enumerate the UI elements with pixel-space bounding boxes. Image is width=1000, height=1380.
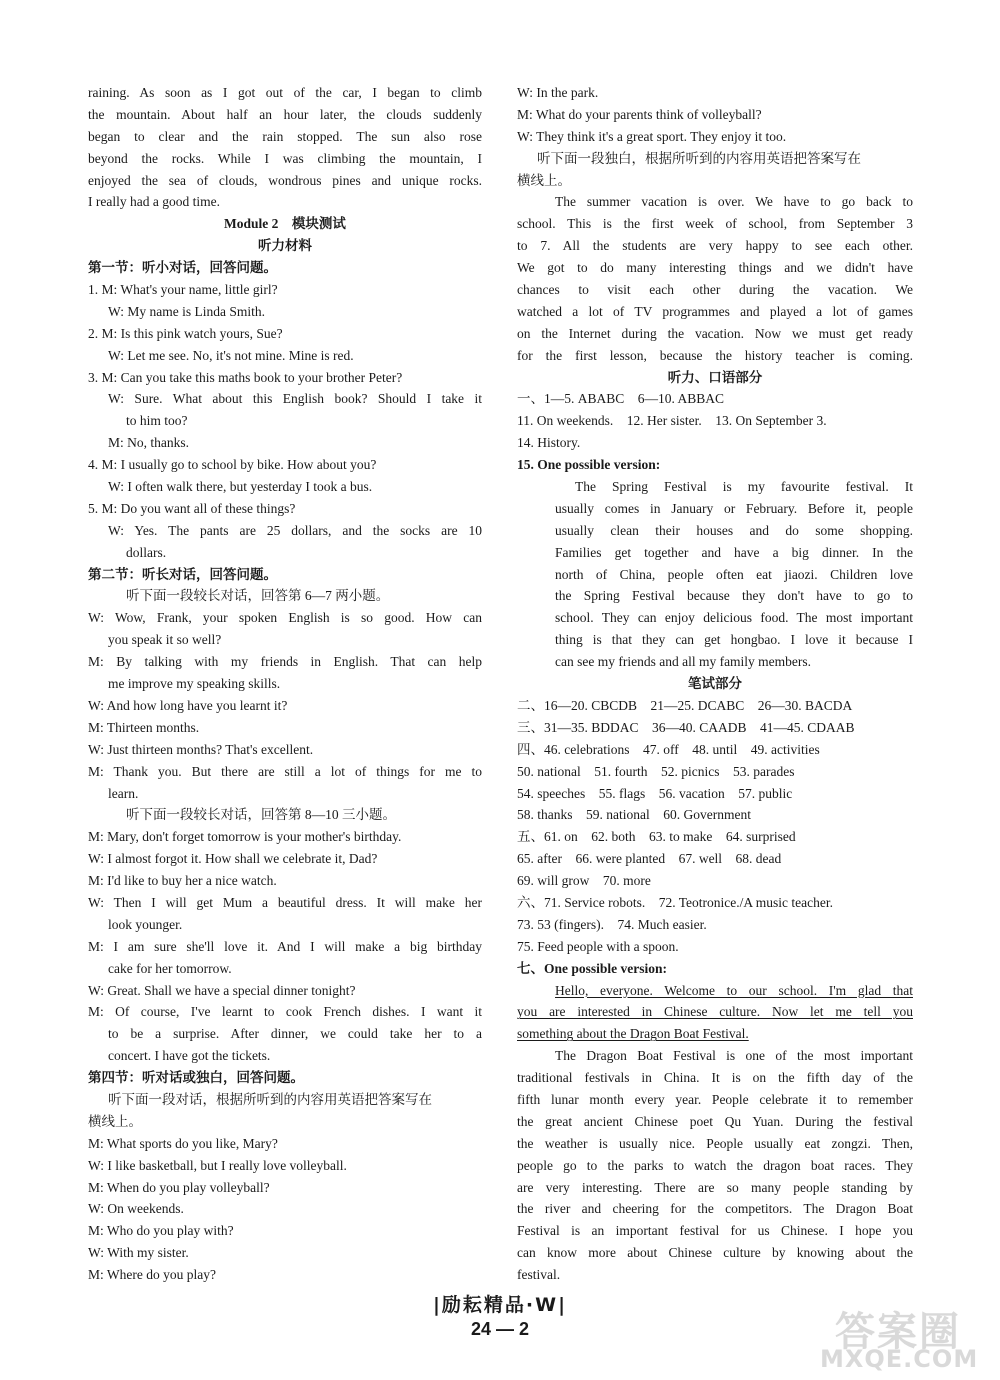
brand-logo: |励耘精品·W| xyxy=(432,1294,568,1316)
text-line: usually comes in January or February. Before it, people xyxy=(555,500,913,516)
watermark-logo-text: 答案圈 xyxy=(835,1309,961,1355)
text-line: 4. M: I usually go to school by bike. How about you? xyxy=(88,457,377,473)
text-line: M: When do you play volleyball? xyxy=(88,1179,270,1195)
text-line: W: They think it's a great sport. They enjoy it too. xyxy=(517,128,787,144)
text-line: watched a lot of TV programmes and played a lot of games xyxy=(517,303,913,319)
watermark-url: MXQE.COM xyxy=(820,1345,979,1373)
text-line: 一、1—5. ABABC 6—10. ABBAC xyxy=(517,391,725,407)
text-line: W: Let me see. No, it's not mine. Mine is red. xyxy=(108,347,354,363)
text-line: M: By talking with my friends in English. That can help xyxy=(88,654,482,670)
page-number: 24 — 2 xyxy=(470,1319,530,1339)
text-line: for the first lesson, because the history teacher is coming. xyxy=(517,347,913,363)
text-line: M: Where do you play? xyxy=(88,1267,216,1283)
text-line: M: What sports do you like, Mary? xyxy=(88,1135,278,1151)
text-line: M: No, thanks. xyxy=(108,435,189,451)
text-line: W: On weekends. xyxy=(88,1201,184,1217)
text-line: 2. M: Is this pink watch yours, Sue? xyxy=(88,325,283,341)
text-line: M: I'd like to buy her a nice watch. xyxy=(88,873,277,889)
text-line: usually clean their houses and do some shopping. xyxy=(555,522,913,538)
text-line: enjoyed the sea of clouds, wondrous pines and unique rocks. xyxy=(88,172,482,188)
text-line: you are interested in Chinese culture. Now let me tell you xyxy=(517,1004,913,1020)
text-line: W: Then I will get Mum a beautiful dress. It will make her xyxy=(88,894,482,910)
text-line: M: Of course, I've learnt to cook French dishes. I want it xyxy=(88,1004,482,1020)
text-line: Families get together and have a big dinner. In the xyxy=(555,544,913,560)
subsection-heading: 第四节：听对话或独白，回答问题。 xyxy=(88,1070,304,1086)
text-line: the Spring Festival because they don't have to go to xyxy=(555,588,913,604)
text-line: M: Mary, don't forget tomorrow is your mother's birthday. xyxy=(88,829,402,845)
page-footer xyxy=(420,1290,580,1340)
text-line: 六、71. Service robots. 72. Teotronice./A music teacher. xyxy=(517,894,833,910)
text-line: M: Thank you. But there are still a lot of things for me to xyxy=(88,763,482,779)
text-line: can know more about Chinese culture by knowing about the xyxy=(517,1245,913,1261)
text-line: me improve my speaking skills. xyxy=(108,676,281,692)
text-line: M: Thirteen months. xyxy=(88,719,200,735)
text-line: W: With my sister. xyxy=(88,1245,189,1261)
text-line: W: I often walk there, but yesterday I took a bus. xyxy=(108,479,373,495)
section-heading: 听力、口语部分 xyxy=(667,369,763,385)
text-line: I really had a good time. xyxy=(88,194,220,210)
text-line: the great ancient Chinese poet Qu Yuan. During the festival xyxy=(517,1113,913,1129)
text-line: M: What do your parents think of volleyball? xyxy=(517,106,762,122)
text-line: 听下面一段较长对话，回答第 6—7 两小题。 xyxy=(126,588,390,604)
text-line: learn. xyxy=(108,785,139,801)
text-line: traditional festivals in China. It is on the fifth day of the xyxy=(517,1070,913,1086)
text-line: W: Great. Shall we have a special dinner tonight? xyxy=(88,982,356,998)
subsection-heading: 第一节：听小对话，回答问题。 xyxy=(88,260,277,276)
text-line: look younger. xyxy=(108,916,183,932)
text-line: chances to visit each other during the vacation. We xyxy=(517,282,913,298)
text-line: 四、46. celebrations 47. off 48. until 49. activities xyxy=(517,741,820,757)
text-line: the mountain. About half an hour later, the clouds suddenly xyxy=(88,106,482,122)
text-line: 65. after 66. were planted 67. well 68. dead xyxy=(517,851,782,867)
text-line: The summer vacation is over. We have to go back to xyxy=(555,194,913,210)
text-line: 1. M: What's your name, little girl? xyxy=(88,282,278,298)
text-line: 横线上。 xyxy=(88,1113,142,1129)
text-line: 69. will grow 70. more xyxy=(517,873,651,889)
text-line: the river and cheering for the competitors. The Dragon Boat xyxy=(517,1201,913,1217)
text-line: We got to do many interesting things and we didn't have xyxy=(517,260,913,276)
text-line: Festival is an important festival for us Chinese. I hope you xyxy=(517,1223,913,1239)
text-line: 50. national 51. fourth 52. picnics 53. parades xyxy=(517,763,795,779)
section-heading: Module 2 模块测试 xyxy=(224,216,346,232)
text-line: M: I am sure she'll love it. And I will make a big birthday xyxy=(88,938,482,954)
text-line: to be a surprise. After dinner, we could take her to a xyxy=(108,1026,482,1042)
text-line: 58. thanks 59. national 60. Government xyxy=(517,807,751,823)
text-line: to 7. All the students are very happy to see each other. xyxy=(517,238,913,254)
text-line: can see my friends and all my family members. xyxy=(555,654,812,670)
text-line: 听下面一段较长对话，回答第 8—10 三小题。 xyxy=(126,807,396,823)
subsection-heading: 七、One possible version: xyxy=(517,960,668,976)
subsection-heading: 第二节：听长对话，回答问题。 xyxy=(88,566,277,582)
text-line: W: My name is Linda Smith. xyxy=(108,303,265,319)
text-line: 54. speeches 55. flags 56. vacation 57. public xyxy=(517,785,793,801)
text-line: 3. M: Can you take this maths book to your brother Peter? xyxy=(88,369,403,385)
section-heading: 笔试部分 xyxy=(688,676,742,692)
text-line: on the Internet during the vacation. Now we must get ready xyxy=(517,325,913,341)
left-column xyxy=(88,82,482,1286)
text-line: 11. On weekends. 12. Her sister. 13. On September 3. xyxy=(517,413,827,429)
text-line: The Spring Festival is my favourite festival. It xyxy=(575,479,913,495)
text-line: thing is that they can get hongbao. I love it because I xyxy=(555,632,913,648)
text-line: 73. 53 (fingers). 74. Much easier. xyxy=(517,916,707,932)
text-line: 听下面一段对话，根据所听到的内容用英语把答案写在 xyxy=(108,1091,432,1107)
text-line: W: Sure. What about this English book? Should I take it xyxy=(108,391,482,407)
subsection-heading: 15. One possible version: xyxy=(517,457,661,473)
text-line: north of China, people often eat jiaozi. Children love xyxy=(555,566,913,582)
text-line: W: I like basketball, but I really love volleyball. xyxy=(88,1157,347,1173)
text-line: 14. History. xyxy=(517,435,581,451)
text-line: fifth lunar month every year. People celebrate it to remember xyxy=(517,1091,913,1107)
text-line: beyond the rocks. While I was climbing the mountain, I xyxy=(88,150,482,166)
text-line: people go to the parks to watch the dragon boat races. They xyxy=(517,1157,913,1173)
text-line: cake for her tomorrow. xyxy=(108,960,232,976)
text-line: you speak it so well? xyxy=(108,632,222,648)
text-line: raining. As soon as I got out of the car, I began to climb xyxy=(88,85,482,100)
text-line: 二、16—20. CBCDB 21—25. DCABC 26—30. BACDA xyxy=(517,697,853,713)
text-line: W: And how long have you learnt it? xyxy=(88,697,288,713)
text-line: 五、61. on 62. both 63. to make 64. surprised xyxy=(517,829,796,845)
text-line: 听下面一段独白，根据所听到的内容用英语把答案写在 xyxy=(537,150,861,166)
text-line: The Dragon Boat Festival is one of the most important xyxy=(555,1048,913,1064)
text-line: something about the Dragon Boat Festival. xyxy=(517,1026,749,1042)
text-line: dollars. xyxy=(126,544,167,560)
text-line: M: Who do you play with? xyxy=(88,1223,234,1239)
text-line: 横线上。 xyxy=(517,172,571,188)
text-line: school. This is the first week of school, from September 3 xyxy=(517,216,913,232)
section-heading: 听力材料 xyxy=(258,238,312,254)
text-line: 5. M: Do you want all of these things? xyxy=(88,500,296,516)
text-line: W: I almost forgot it. How shall we celebrate it, Dad? xyxy=(88,851,378,867)
text-line: festival. xyxy=(517,1267,561,1283)
text-line: are very interesting. There are so many people standing by xyxy=(517,1179,913,1195)
text-line: W: Wow, Frank, your spoken English is so good. How can xyxy=(88,610,482,626)
right-column xyxy=(517,82,913,1286)
text-line: to him too? xyxy=(126,413,188,429)
text-line: 三、31—35. BDDAC 36—40. CAADB 41—45. CDAAB xyxy=(517,719,855,735)
text-line: 75. Feed people with a spoon. xyxy=(517,938,679,954)
text-line: the weather is usually nice. People usually eat zongzi. Then, xyxy=(517,1135,913,1151)
text-line: W: Yes. The pants are 25 dollars, and the socks are 10 xyxy=(108,522,482,538)
text-line: W: Just thirteen months? That's excellent. xyxy=(88,741,314,757)
text-line: concert. I have got the tickets. xyxy=(108,1048,271,1064)
text-line: began to clear and the rain stopped. The sun also rose xyxy=(88,128,482,144)
text-line: school. They can enjoy delicious food. The most important xyxy=(555,610,913,626)
text-line: W: In the park. xyxy=(517,85,599,100)
watermark xyxy=(815,1300,995,1380)
text-line: Hello, everyone. Welcome to our school. I'm glad that xyxy=(555,982,913,998)
